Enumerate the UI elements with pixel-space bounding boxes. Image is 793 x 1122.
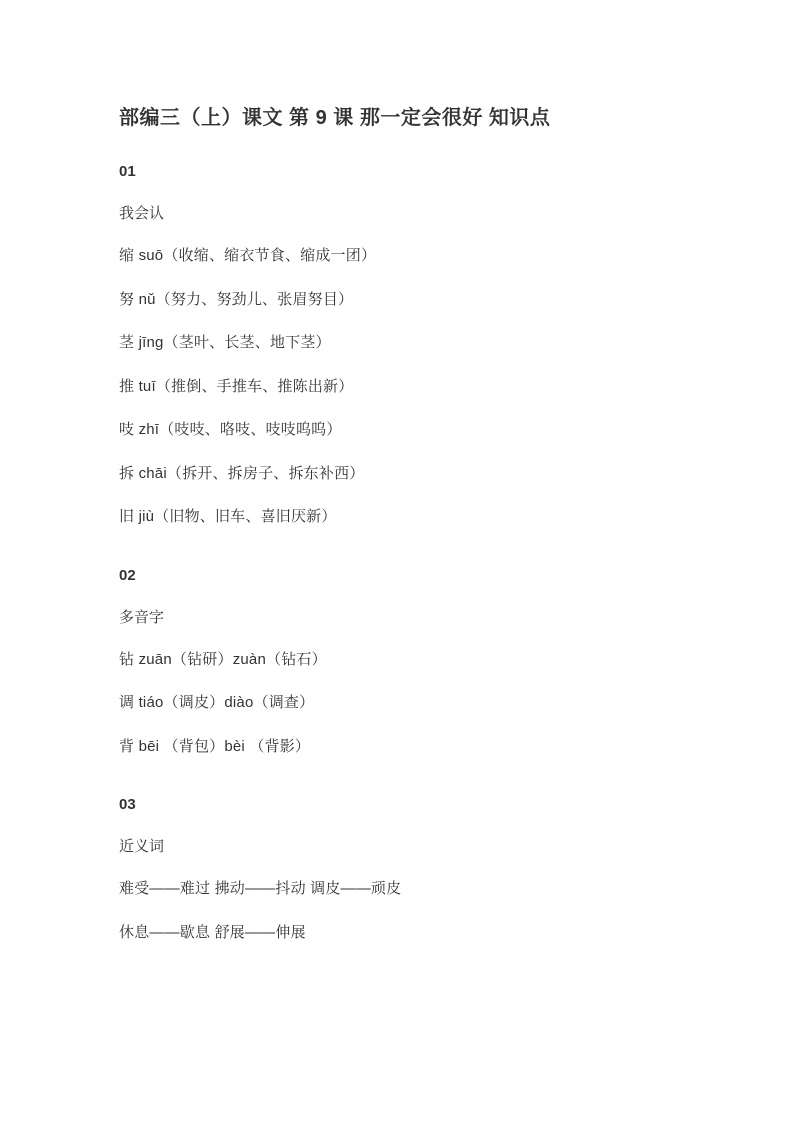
vocab-line: 吱 zhī（吱吱、咯吱、吱吱呜呜）: [119, 421, 342, 438]
vocab-line: 旧 jiù（旧物、旧车、喜旧厌新）: [119, 508, 337, 525]
vocab-line: 茎 jīng（茎叶、长茎、地下茎）: [119, 334, 331, 351]
section-number: 01: [119, 163, 136, 180]
section-02: [119, 568, 703, 756]
section-03: [119, 797, 703, 941]
vocab-line: 休息——歇息 舒展——伸展: [119, 923, 306, 941]
vocab-line: 拆 chāi（拆开、拆房子、拆东补西）: [119, 464, 365, 482]
section-01: [119, 164, 703, 526]
vocab-line: 缩 suō（收缩、缩衣节食、缩成一团）: [119, 247, 377, 264]
vocab-line: 努 nǔ（努力、努劲儿、张眉努目）: [119, 290, 354, 308]
section-heading: 我会认: [119, 205, 165, 222]
section-heading: 多音字: [119, 608, 165, 626]
page-title: 部编三（上）课文 第 9 课 那一定会很好 知识点: [119, 107, 551, 129]
vocab-line: 难受——难过 拂动——抖动 调皮——顽皮: [119, 880, 402, 897]
section-heading: 近义词: [119, 838, 165, 855]
section-number: 03: [119, 796, 136, 813]
vocab-line: 推 tuī（推倒、手推车、推陈出新）: [119, 377, 354, 395]
section-number: 02: [119, 566, 136, 584]
vocab-line: 调 tiáo（调皮）diào（调查）: [119, 694, 315, 711]
vocab-line: 钻 zuān（钻研）zuàn（钻石）: [119, 650, 327, 668]
vocab-line: 背 bēi （背包）bèi （背影）: [119, 737, 311, 755]
